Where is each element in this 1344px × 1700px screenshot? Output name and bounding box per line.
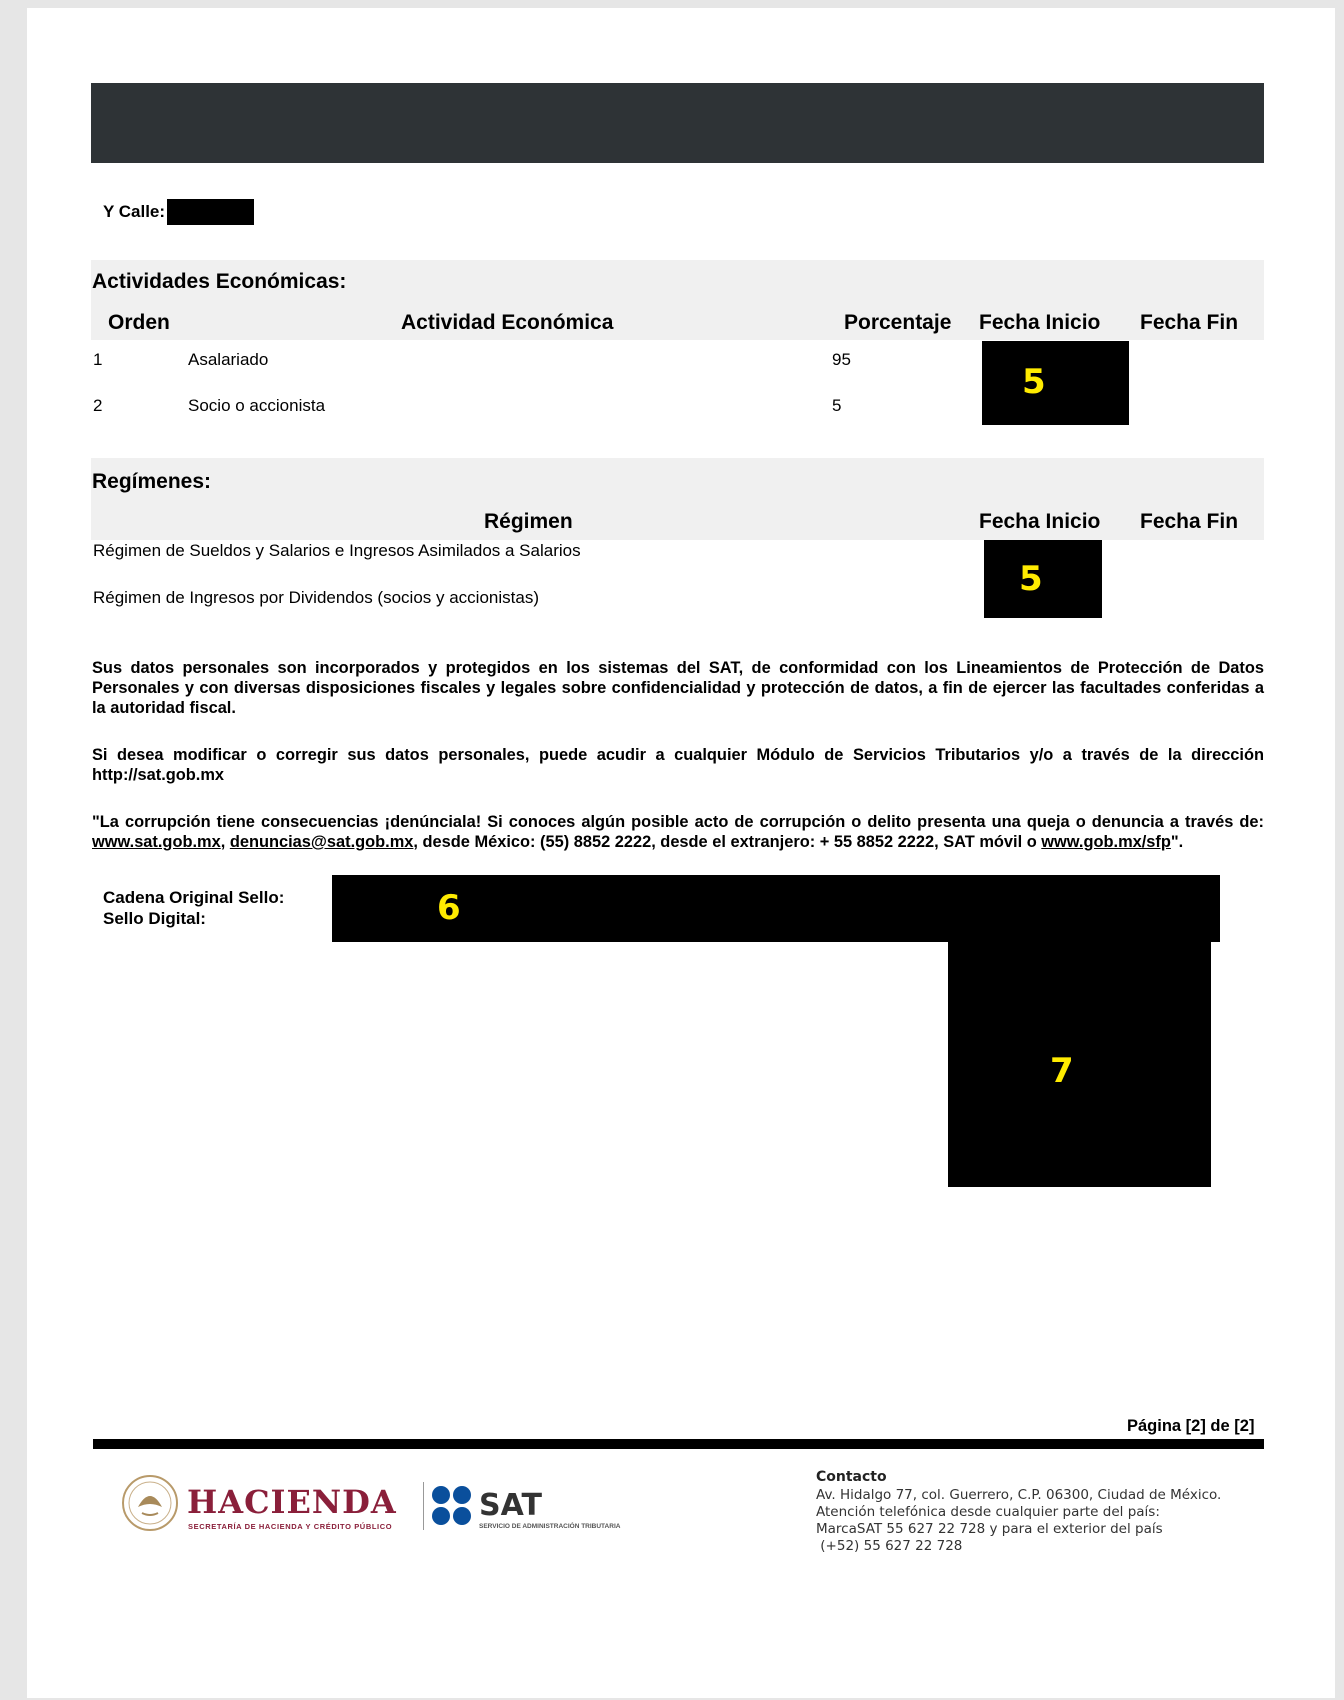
col-fecha-inicio: Fecha Inicio: [979, 311, 1101, 334]
col-regimen-fecha-inicio: Fecha Inicio: [979, 510, 1101, 533]
redaction-marker: 5: [1019, 559, 1043, 599]
seal-redaction: [332, 875, 1220, 942]
logo-divider: [423, 1482, 424, 1530]
contact-phone-intl: (+52) 55 627 22 728: [816, 1538, 963, 1554]
regimes-title: Regímenes:: [92, 470, 212, 493]
hacienda-logo-text: HACIENDA: [187, 1483, 397, 1521]
redaction-marker: 5: [1022, 362, 1046, 402]
col-orden: Orden: [108, 311, 170, 334]
activity-row-2-porcentaje: 5: [832, 396, 842, 415]
col-regimen-fecha-fin: Fecha Fin: [1140, 510, 1239, 533]
activity-row-1-orden: 1: [93, 350, 103, 369]
sello-digital-label: Sello Digital:: [103, 909, 206, 928]
regime-row-1: Régimen de Sueldos y Salarios e Ingresos Asimilados a Salarios: [93, 541, 581, 560]
regime-row-2: Régimen de Ingresos por Dividendos (socios y accionistas): [93, 588, 539, 607]
hacienda-subtitle: SECRETARÍA DE HACIENDA Y CRÉDITO PÚBLICO: [188, 1522, 393, 1531]
col-regimen: Régimen: [484, 510, 573, 533]
activity-row-1-actividad: Asalariado: [188, 350, 269, 369]
privacy-notice: Sus datos personales son incorporados y protegidos en los sistemas del SAT, de conformidad con los Lineamientos de Protección de Datos Personales y con diversas disposiciones fiscales y legales sobre confidencialidad y protección de datos, a fin de ejercer las facultades conferidas a la autoridad fiscal.: [92, 659, 1264, 717]
sat-subtitle: SERVICIO DE ADMINISTRACIÓN TRIBUTARIA: [479, 1523, 621, 1530]
activity-row-2-actividad: Socio o accionista: [188, 396, 326, 415]
activities-dates-redaction: [982, 341, 1129, 425]
activity-row-2-orden: 2: [93, 396, 103, 415]
footer-rule: [93, 1439, 1264, 1449]
col-actividad: Actividad Económica: [401, 311, 614, 334]
col-porcentaje: Porcentaje: [844, 311, 952, 334]
document-page: [27, 8, 1335, 1698]
sat-link[interactable]: www.sat.gob.mx: [92, 833, 221, 851]
sat-dots-icon: [431, 1485, 473, 1527]
redaction-marker: 6: [437, 888, 461, 928]
contact-title: Contacto: [816, 1469, 887, 1485]
contact-phone-mx: MarcaSAT 55 627 22 728 y para el exterior del país: [816, 1521, 1163, 1537]
qr-redaction: [948, 942, 1211, 1187]
redaction-marker: 7: [1050, 1051, 1074, 1091]
contact-phone-intro: Atención telefónica desde cualquier parte del país:: [816, 1504, 1160, 1520]
contact-address: Av. Hidalgo 77, col. Guerrero, C.P. 06300, Ciudad de México.: [816, 1487, 1222, 1503]
regimes-dates-redaction: [984, 540, 1102, 618]
header-bar: [91, 83, 1264, 163]
page-number: Página [2] de [2]: [1127, 1417, 1255, 1435]
activity-row-1-porcentaje: 95: [832, 350, 851, 369]
cadena-original-label: Cadena Original Sello:: [103, 888, 285, 907]
eagle-seal-icon: [120, 1473, 180, 1533]
sfp-link[interactable]: www.gob.mx/sfp: [1041, 833, 1171, 851]
street-redaction: [167, 199, 254, 225]
contact-block: [816, 1487, 1221, 1555]
corruption-notice: "La corrupción tiene consecuencias ¡denúnciala! Si conoces algún posible acto de corrupción o delito presenta una queja o denuncia a través de: www.sat.gob.mx, denuncias@sat.gob.mx, desde México: (55) 8852 2222, desde el extranjero: + 55 8852 2222, SAT móvil o www.gob.mx/sfp".: [92, 813, 1264, 851]
denuncias-email-link[interactable]: denuncias@sat.gob.mx: [229, 833, 414, 851]
activities-title: Actividades Económicas:: [92, 270, 347, 293]
street-label: Y Calle:: [103, 202, 166, 221]
col-fecha-fin: Fecha Fin: [1140, 311, 1239, 334]
modify-notice: Si desea modificar o corregir sus datos personales, puede acudir a cualquier Módulo de Servicios Tributarios y/o a través de la dirección http://sat.gob.mx: [92, 746, 1264, 784]
sat-logo-text: SAT: [479, 1488, 542, 1523]
